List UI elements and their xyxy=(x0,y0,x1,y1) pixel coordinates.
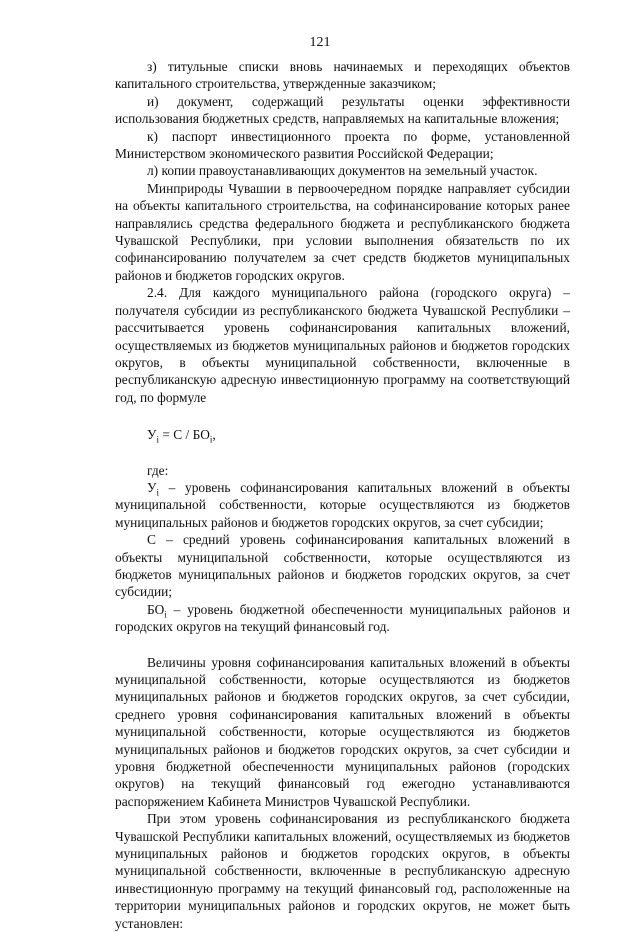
formula-tail: , xyxy=(212,427,216,443)
definition-y-symbol: У xyxy=(147,479,157,495)
definition-bo-text: – уровень бюджетной обеспеченности муниципальных районов и городских округов на текущий финансовый год. xyxy=(115,601,570,635)
definition-y-subscript: i xyxy=(156,487,159,498)
formula xyxy=(115,426,570,443)
list-item-i: и) документ, содержащий результаты оценки эффективности использования бюджетных средств, направляемых на капитальные вложения; xyxy=(115,93,570,127)
paragraph-gap xyxy=(115,636,570,654)
where-label: где: xyxy=(147,462,169,478)
formula-middle: = С / БО xyxy=(159,427,210,443)
definition-y xyxy=(115,479,570,531)
definition-c-symbol: С xyxy=(147,532,156,548)
paragraph-final: При этом уровень софинансирования из республиканского бюджета Чувашской Республики капитальных вложений, осуществляемых из бюджетов муниципальных районов и бюджетов городских округов, в объекты муниципальной собственности, включенные в республиканскую адресную инвестиционную программу на текущий финансовый год, расположенные на территории муниципальных районов и городских округов, не может быть установлен: xyxy=(115,811,570,931)
definition-c-text: – средний уровень софинансирования капитальных вложений в объекты муниципальной собственности, которые осуществляются из бюджетов муниципальных районов и бюджетов городских округов, за счет субсидии; xyxy=(115,532,570,600)
formula-y: У xyxy=(147,427,157,443)
definition-bo-subscript: i xyxy=(164,609,167,620)
definition-bo xyxy=(115,601,570,636)
definition-bo-symbol: БО xyxy=(147,601,165,617)
document-body xyxy=(115,58,570,932)
paragraph-minprirody: Минприроды Чувашии в первоочередном порядке направляет субсидии на объекты капитального строительства, на софинансирование которых ранее направлялись средства федерального бюджета и республиканского бюджета Чувашской Республики, при условии выполнения обязательств по их софинансированию получателем за счет средств бюджетов муниципальных районов и бюджетов городских округов. xyxy=(115,180,570,283)
list-item-l: л) копии правоустанавливающих документов на земельный участок. xyxy=(147,163,538,179)
list-item-k: к) паспорт инвестиционного проекта по форме, установленной Министерством экономического развития Российской Федерации; xyxy=(115,128,570,162)
paragraph-values: Величины уровня софинансирования капитальных вложений в объекты муниципальной собственности, которые осуществляются из бюджетов муниципальных районов и бюджетов городских округов, за счет субсидии, среднего уровня софинансирования капитальных вложений в объекты муниципальной собственности, которые осуществляются из бюджетов муниципальных районов и бюджетов городских округов, за счет субсидии и уровня бюджетной обеспеченности муниципальных районов (городских округов) на текущий финансовый год ежегодно устанавливаются распоряжением Кабинета Министров Чувашской Республики. xyxy=(115,654,570,809)
page-number: 121 xyxy=(309,35,331,50)
definition-c xyxy=(115,531,570,601)
list-item-z: з) титульные списки вновь начинаемых и переходящих объектов капитального строительства, утвержденные заказчиком; xyxy=(115,59,570,92)
formula-y-subscript: i xyxy=(156,434,159,445)
formula-bo-subscript: i xyxy=(209,434,213,445)
paragraph-2-4: 2.4. Для каждого муниципального района (городского округа) – получателя субсидии из республиканского бюджета Чувашской Республики – рассчитывается уровень софинансирования капитальных вложений, осуществляемых из бюджетов муниципальных районов и бюджетов городских округов, в объекты муниципальной собственности, включенные в республиканскую адресную инвестиционную программу на соответствующий год, по формуле xyxy=(115,285,570,405)
definition-y-text: – уровень софинансирования капитальных вложений в объекты муниципальной собственности, которые осуществляются из бюджетов муниципальных районов и бюджетов городских округов, за счет субсидии; xyxy=(115,479,570,530)
